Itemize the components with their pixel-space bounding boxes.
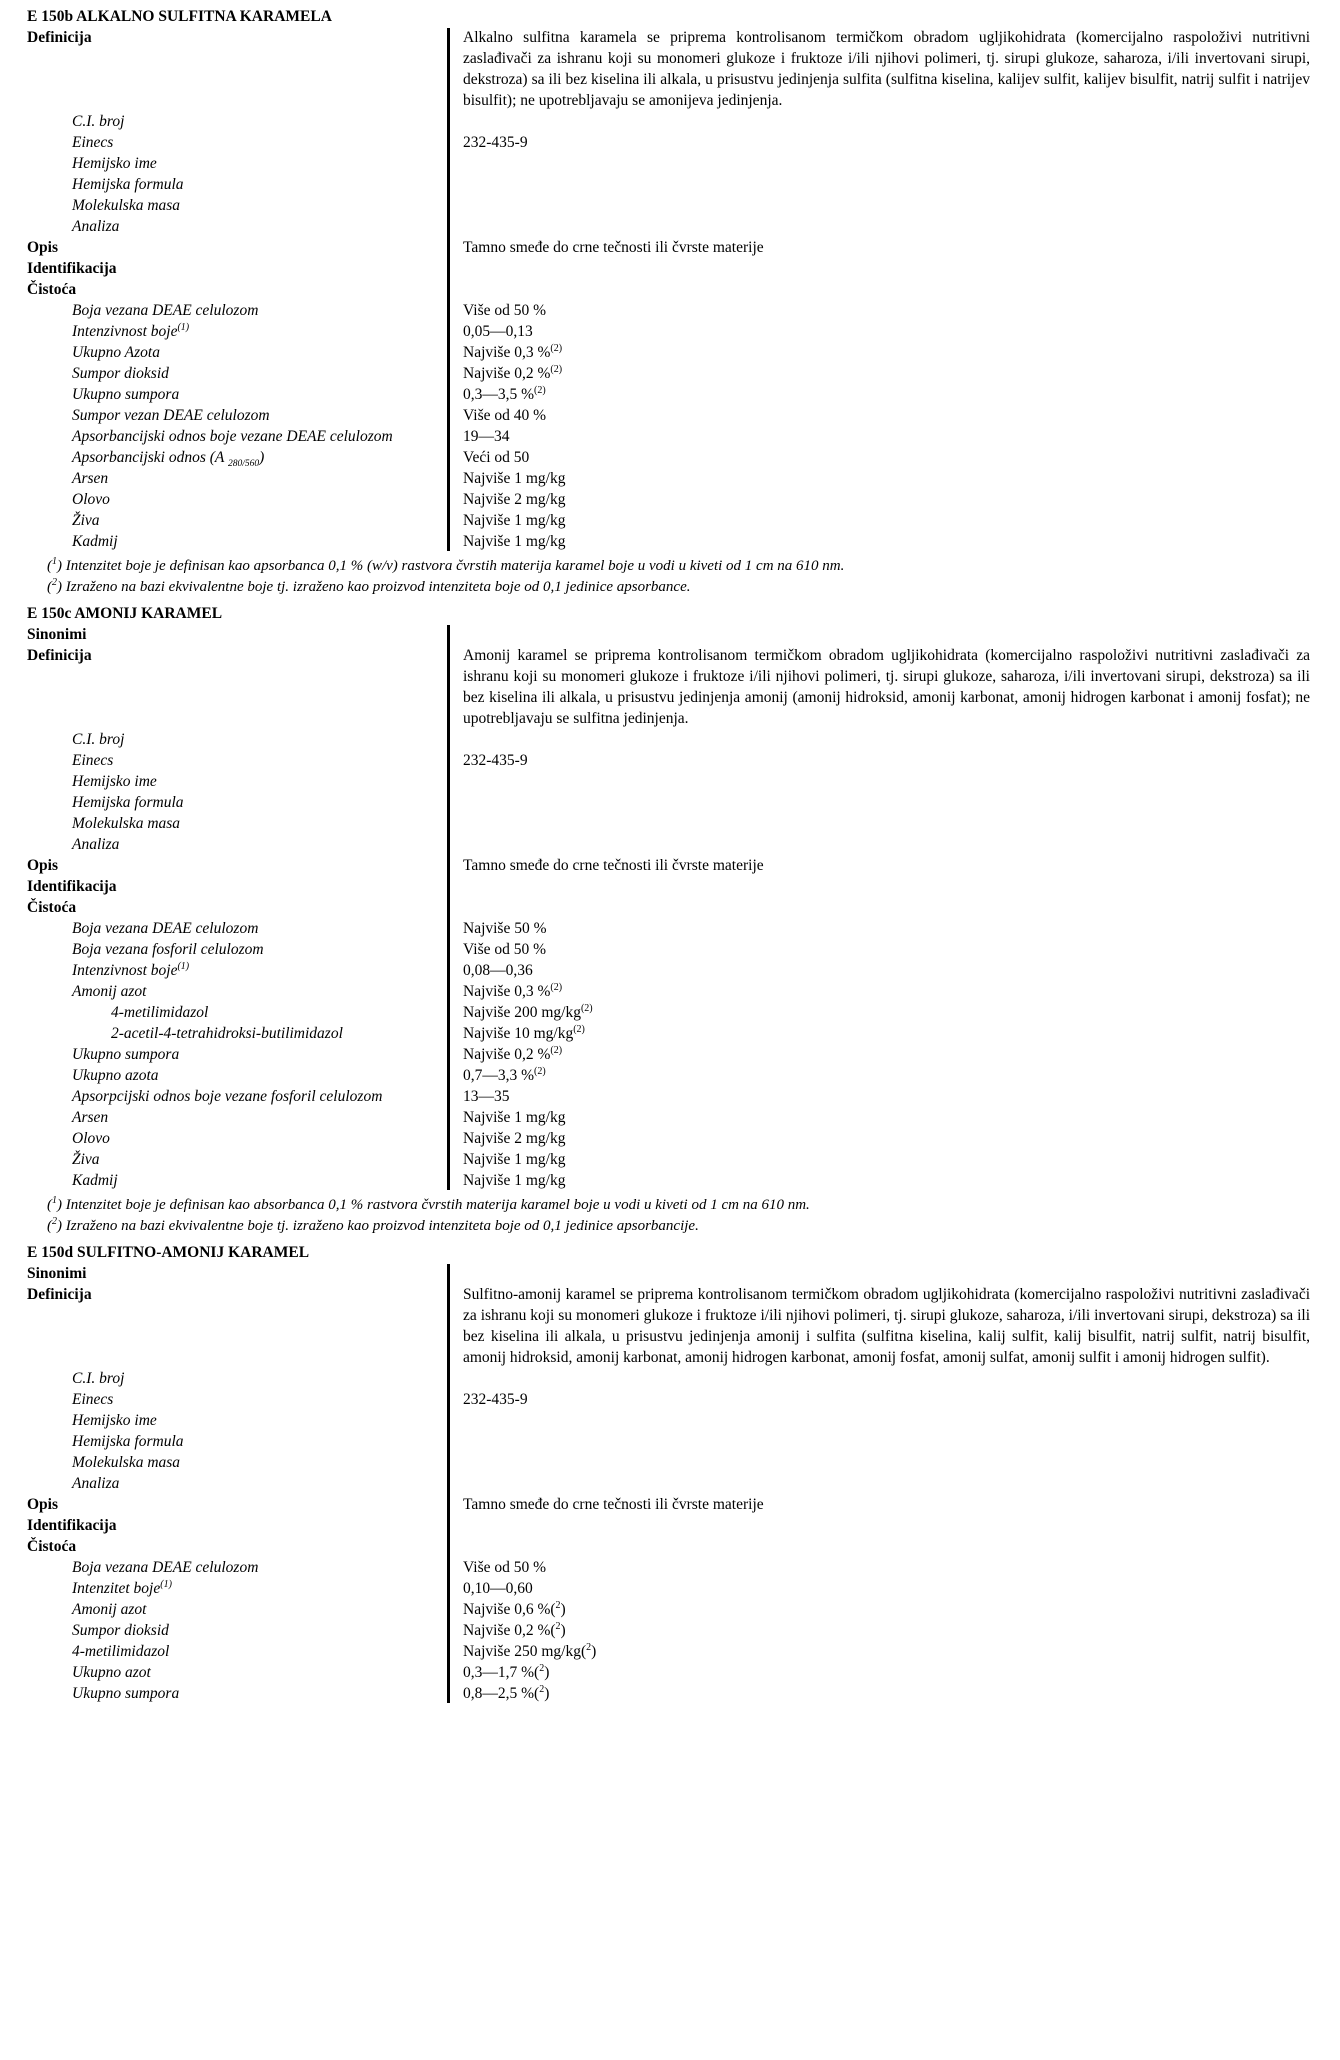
row-value — [447, 216, 1312, 237]
row-value: Najviše 0,3 %$^{(2)}$ — [463, 981, 563, 1000]
row-label: Ukupno sumpora — [72, 386, 180, 403]
spec-row — [27, 834, 1312, 855]
row-label: Apsorbancijski odnos (A $_{280/560}$) — [72, 449, 265, 470]
spec-row — [27, 750, 1312, 771]
spec-table — [27, 27, 1312, 552]
row-value — [447, 1515, 1312, 1536]
spec-row — [27, 981, 1312, 1002]
row-label: Definicija — [27, 1286, 92, 1303]
spec-row — [27, 363, 1312, 384]
row-value — [447, 897, 1312, 918]
row-value: Tamno smeđe do crne tečnosti ili čvrste materije — [463, 239, 764, 256]
row-value: Najviše 1 mg/kg — [463, 512, 566, 529]
row-label: Arsen — [72, 470, 109, 487]
row-label: Definicija — [27, 647, 92, 664]
entry-e150b — [27, 6, 1312, 598]
spec-row — [27, 1149, 1312, 1170]
spec-row — [27, 1431, 1312, 1452]
spec-row — [27, 939, 1312, 960]
spec-row — [27, 960, 1312, 981]
row-value: Najviše 10 $mg/kg^{(2)}$ — [463, 1023, 585, 1042]
row-label: Kadmij — [72, 1172, 118, 1189]
spec-row — [27, 1683, 1312, 1704]
spec-row — [27, 855, 1312, 876]
row-value: Tamno smeđe do crne tečnosti ili čvrste materije — [463, 857, 764, 874]
row-value: Najviše 2 mg/kg — [463, 1130, 566, 1147]
row-label: Intenzivnost boje$^{(1)}$ — [72, 960, 190, 979]
row-label: Opis — [27, 857, 59, 874]
spec-row — [27, 771, 1312, 792]
row-value: 0,05—0,13 — [463, 323, 533, 340]
spec-row — [27, 1662, 1312, 1683]
spec-row — [27, 918, 1312, 939]
spec-row — [27, 1452, 1312, 1473]
spec-row — [27, 1263, 1312, 1284]
row-label: Ukupno azota — [72, 1067, 159, 1084]
row-value: Najviše 1 mg/kg — [463, 533, 566, 550]
spec-row — [27, 1410, 1312, 1431]
entry-title: E 150c AMONIJ KARAMEL — [27, 605, 223, 622]
row-label: Čistoća — [27, 281, 77, 298]
spec-row — [27, 1494, 1312, 1515]
spec-row — [27, 792, 1312, 813]
spec-row — [27, 1368, 1312, 1389]
row-value — [447, 111, 1312, 132]
row-label: Apsorbancijski odnos boje vezane DEAE celulozom — [72, 428, 393, 445]
row-value: 232-435-9 — [463, 1391, 528, 1408]
row-value: Najviše 2 mg/kg — [463, 491, 566, 508]
footnote: ($^1$) Intenzitet boje je definisan kao absorbanca 0,1 % rastvora čvrstih materija karamel boje u vodi u kiveti od 1 cm na 610 nm. — [47, 1195, 810, 1213]
row-value — [447, 834, 1312, 855]
row-label: Opis — [27, 239, 59, 256]
row-value: 0,3—3,5 %$^{(2)}$ — [463, 384, 546, 403]
row-label: Hemijsko ime — [72, 155, 157, 172]
entry-title: E 150b ALKALNO SULFITNA KARAMELA — [27, 8, 332, 25]
row-label: Intenzitet boje$^{(1)}$ — [72, 1578, 172, 1597]
spec-row — [27, 216, 1312, 237]
spec-row — [27, 1107, 1312, 1128]
spec-row — [27, 510, 1312, 531]
row-label: Identifikacija — [27, 1517, 117, 1534]
spec-row — [27, 1065, 1312, 1086]
row-value — [447, 153, 1312, 174]
row-value: 0,3—1,7 %($^2$) — [463, 1662, 550, 1681]
spec-row — [27, 1284, 1312, 1368]
footnote: ($^1$) Intenzitet boje je definisan kao apsorbanca 0,1 % (w/v) rastvora čvrstih materija karamel boje u vodi u kiveti od 1 cm na 610 nm. — [47, 556, 845, 574]
row-label: Molekulska masa — [72, 815, 181, 832]
row-value: Najviše 0,6 %($^2$) — [463, 1599, 566, 1618]
row-label: Sumpor vezan DEAE celulozom — [72, 407, 270, 424]
row-label: Amonij azot — [72, 983, 147, 1000]
row-label: Ukupno Azota — [72, 344, 160, 361]
row-value — [447, 1410, 1312, 1431]
row-value: Najviše 1 mg/kg — [463, 1109, 566, 1126]
spec-row — [27, 1536, 1312, 1557]
spec-row — [27, 195, 1312, 216]
spec-row — [27, 174, 1312, 195]
row-value — [447, 729, 1312, 750]
row-label: Ukupno sumpora — [72, 1046, 180, 1063]
spec-row — [27, 405, 1312, 426]
spec-row — [27, 813, 1312, 834]
footnote: ($^2$) Izraženo na bazi ekvivalentne boje tj. izraženo kao proizvod intenziteta boje od 0,1 jedinice apsorbancije. — [47, 1216, 699, 1234]
spec-row — [27, 876, 1312, 897]
row-label: Boja vezana fosforil celulozom — [72, 941, 264, 958]
spec-row — [27, 1170, 1312, 1191]
spec-row — [27, 1128, 1312, 1149]
row-label: Sumpor dioksid — [72, 1622, 169, 1639]
row-label: Identifikacija — [27, 878, 117, 895]
column-divider — [447, 1264, 450, 1703]
row-label: Einecs — [72, 752, 114, 769]
row-value: Najviše 250 mg/kg($^2$) — [463, 1641, 597, 1660]
row-value: Više od 50 % — [463, 1559, 547, 1576]
row-label: Sinonimi — [27, 1265, 87, 1282]
column-divider — [447, 28, 450, 551]
row-label: Einecs — [72, 134, 114, 151]
row-value: Najviše 1 mg/kg — [463, 1151, 566, 1168]
row-label: Ukupno sumpora — [72, 1685, 180, 1702]
spec-row — [27, 1515, 1312, 1536]
row-label: Boja vezana DEAE celulozom — [72, 920, 259, 937]
row-value: 13—35 — [463, 1088, 510, 1105]
spec-row — [27, 468, 1312, 489]
row-value — [447, 1536, 1312, 1557]
spec-table — [27, 1263, 1312, 1704]
row-label: Čistoća — [27, 1538, 77, 1555]
row-value: 19—34 — [463, 428, 510, 445]
spec-row — [27, 384, 1312, 405]
row-label: 2-acetil-4-tetrahidroksi-butilimidazol — [111, 1025, 343, 1042]
row-value: Sulfitno-amonij karamel se priprema kontrolisanom termičkom obradom ugljikohidrata (komercijalno raspoloživi nutritivni zaslađivači za ishranu koji su monomeri glukoze i fruktoze i/ili njihovi polimeri, tj. sirupi glukoze, saharoza, i/ili invertovani sirupi, dekstroza) sa ili bez kiselina ili alkala, u prisustvu jedinjenja amonij i sulfita (sulfitna kiselina, kalij sulfit, kalij bisulfit, natrij sulfit, natrij bisulfit, amonij hidroksid, amonij karbonat, amonij hidrogen karbonat, amonij fosfat, amonij sulfat, amonij sulfit i amonij hidrogen sulfit). — [463, 1286, 1310, 1366]
row-value — [447, 195, 1312, 216]
row-label: Opis — [27, 1496, 59, 1513]
spec-row — [27, 447, 1312, 468]
row-value: Više od 40 % — [463, 407, 547, 424]
row-value — [447, 1431, 1312, 1452]
row-label: Ukupno azot — [72, 1664, 151, 1681]
row-label: Amonij azot — [72, 1601, 147, 1618]
spec-row — [27, 1599, 1312, 1620]
row-value: Amonij karamel se priprema kontrolisanom termičkom obradom ugljikohidrata (komercijalno raspoloživi nutritivni zaslađivači za ishranu koji su monomeri glukoze i fruktoze i/ili njihovi polimeri, tj. sirupi glukoze, saharoza, i/ili invertovani sirupi, dekstroza) sa ili bez kiselina ili alkala, u prisustvu jedinjenja amonij (amonij hidroksid, amonij karbonat, amonij hidrogen karbonat i amonij fosfat); ne upotrebljavaju se sulfitna jedinjenja. — [463, 647, 1310, 727]
column-divider — [447, 625, 450, 1190]
spec-row — [27, 1578, 1312, 1599]
row-label: Kadmij — [72, 533, 118, 550]
spec-row — [27, 1023, 1312, 1044]
row-label: Boja vezana DEAE celulozom — [72, 1559, 259, 1576]
row-value — [447, 813, 1312, 834]
row-label: Apsorpcijski odnos boje vezane fosforil celulozom — [72, 1088, 383, 1105]
footnote: ($^2$) Izraženo na bazi ekvivalentne boje tj. izraženo kao proizvod intenziteta boje od 0,1 jedinice apsorbance. — [47, 577, 691, 595]
row-label: Olovo — [72, 491, 110, 508]
row-label: Arsen — [72, 1109, 109, 1126]
row-value: 0,08—0,36 — [463, 962, 533, 979]
spec-row — [27, 1086, 1312, 1107]
row-label: Definicija — [27, 29, 92, 46]
spec-row — [27, 1557, 1312, 1578]
entries — [27, 6, 1312, 1704]
spec-row — [27, 645, 1312, 729]
row-value: Najviše 1 mg/kg — [463, 470, 566, 487]
row-value — [447, 1473, 1312, 1494]
spec-row — [27, 27, 1312, 111]
row-label: C.I. broj — [72, 113, 125, 130]
entry-e150d — [27, 1242, 1312, 1704]
row-label: C.I. broj — [72, 731, 125, 748]
row-label: Sumpor dioksid — [72, 365, 169, 382]
row-label: Boja vezana DEAE celulozom — [72, 302, 259, 319]
row-value — [447, 1368, 1312, 1389]
row-value — [447, 174, 1312, 195]
row-value — [447, 1263, 1312, 1284]
spec-row — [27, 300, 1312, 321]
row-value: Najviše 1 mg/kg — [463, 1172, 566, 1189]
row-label: Analiza — [72, 1475, 120, 1492]
row-label: Hemijsko ime — [72, 773, 157, 790]
row-value — [447, 624, 1312, 645]
row-label: Intenzivnost boje$^{(1)}$ — [72, 321, 190, 340]
row-value: Alkalno sulfitna karamela se priprema kontrolisanom termičkom obradom ugljikohidrata (komercijalno raspoloživi nutritivni zaslađivači za ishranu koji su monomeri glukoze i fruktoze i/ili njihovi polimeri, tj. sirupi glukoze, saharoza, i/ili invertovani sirupi, dekstroza) sa ili bez kiselina ili alkala, u prisustvu jedinjenja sulfita (sulfitna kiselina, kalijev sulfit, kalijev bisulfit, natrij sulfit i natrijev bisulfit); ne upotrebljavaju se amonijeva jedinjenja. — [463, 29, 1310, 109]
spec-row — [27, 132, 1312, 153]
entry-title: E 150d SULFITNO-AMONIJ KARAMEL — [27, 1244, 310, 1261]
row-value: Najviše 0,3 %$^{(2)}$ — [463, 342, 563, 361]
row-value: Više od 50 % — [463, 941, 547, 958]
spec-row — [27, 1473, 1312, 1494]
spec-row — [27, 321, 1312, 342]
spec-row — [27, 279, 1312, 300]
row-label: Identifikacija — [27, 260, 117, 277]
row-value — [447, 1452, 1312, 1473]
row-value: 0,10—0,60 — [463, 1580, 533, 1597]
spec-row — [27, 426, 1312, 447]
spec-row — [27, 153, 1312, 174]
spec-row — [27, 489, 1312, 510]
row-value: 0,8—2,5 %($^2$) — [463, 1683, 550, 1702]
spec-row — [27, 729, 1312, 750]
row-value: Najviše 0,2 %$^{(2)}$ — [463, 363, 563, 382]
row-label: Hemijska formula — [72, 794, 184, 811]
row-value: Više od 50 % — [463, 302, 547, 319]
row-label: Živa — [72, 512, 100, 529]
row-label: 4-metilimidazol — [72, 1643, 170, 1660]
row-value — [447, 258, 1312, 279]
spec-row — [27, 1044, 1312, 1065]
row-value — [447, 771, 1312, 792]
row-label: Analiza — [72, 836, 120, 853]
row-value: 0,7—3,3 %$^{(2)}$ — [463, 1065, 546, 1084]
spec-row — [27, 258, 1312, 279]
entry-e150c — [27, 603, 1312, 1237]
row-value: Veći od 50 — [463, 449, 530, 466]
row-value: Najviše 0,2 %$^{(2)}$ — [463, 1044, 563, 1063]
row-label: Hemijska formula — [72, 1433, 184, 1450]
footnotes — [27, 556, 1312, 598]
row-label: Molekulska masa — [72, 197, 181, 214]
spec-row — [27, 624, 1312, 645]
row-label: Sinonimi — [27, 626, 87, 643]
spec-row — [27, 531, 1312, 552]
row-value: 232-435-9 — [463, 752, 528, 769]
spec-row — [27, 897, 1312, 918]
row-value — [447, 876, 1312, 897]
row-label: Čistoća — [27, 899, 77, 916]
spec-row — [27, 237, 1312, 258]
footnotes — [27, 1195, 1312, 1237]
row-value: Najviše 50 % — [463, 920, 547, 937]
row-value: Tamno smeđe do crne tečnosti ili čvrste materije — [463, 1496, 764, 1513]
row-value — [447, 792, 1312, 813]
row-label: C.I. broj — [72, 1370, 125, 1387]
spec-row — [27, 1389, 1312, 1410]
row-label: Hemijsko ime — [72, 1412, 157, 1429]
row-label: Einecs — [72, 1391, 114, 1408]
row-label: 4-metilimidazol — [111, 1004, 209, 1021]
spec-row — [27, 1002, 1312, 1023]
row-label: Analiza — [72, 218, 120, 235]
spec-row — [27, 111, 1312, 132]
row-value: Najviše 0,2 %($^2$) — [463, 1620, 566, 1639]
row-value: 232-435-9 — [463, 134, 528, 151]
row-label: Molekulska masa — [72, 1454, 181, 1471]
spec-row — [27, 1620, 1312, 1641]
spec-row — [27, 1641, 1312, 1662]
row-label: Olovo — [72, 1130, 110, 1147]
row-label: Hemijska formula — [72, 176, 184, 193]
spec-table — [27, 624, 1312, 1191]
row-label: Živa — [72, 1151, 100, 1168]
spec-row — [27, 342, 1312, 363]
row-value: Najviše 200 $mg/kg^{(2)}$ — [463, 1002, 593, 1021]
row-value — [447, 279, 1312, 300]
